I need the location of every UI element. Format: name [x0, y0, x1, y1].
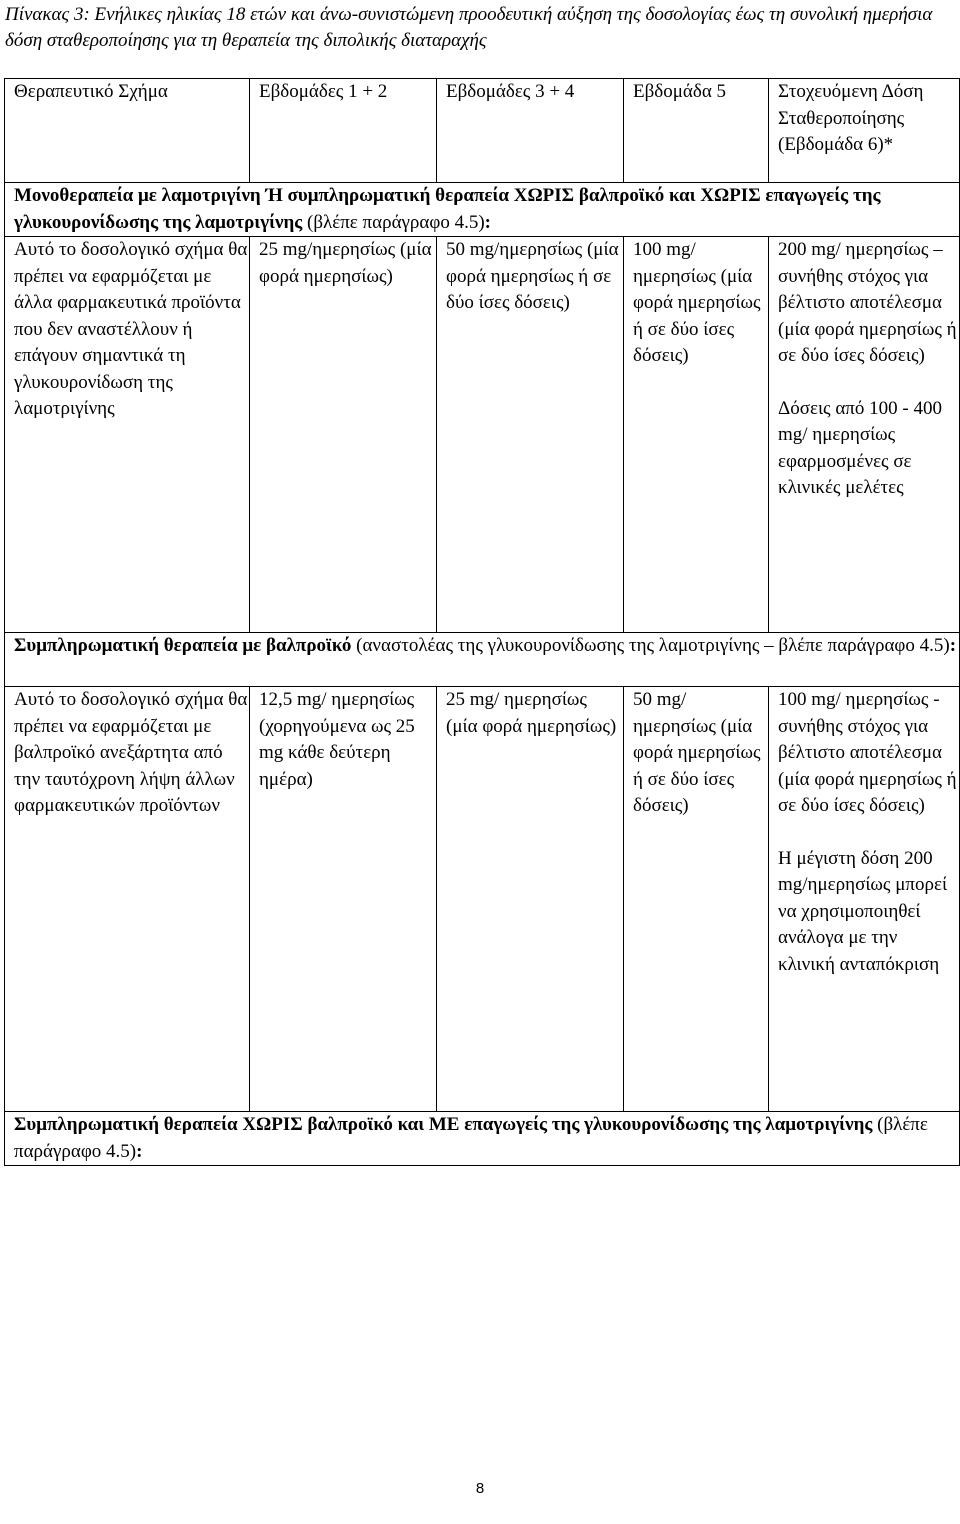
header-regimen: Θεραπευτικό Σχήμα: [5, 79, 250, 183]
header-weeks-3-4: Εβδομάδες 3 + 4: [437, 79, 624, 183]
dosage-row: [5, 687, 960, 1112]
target-dose: 100 mg/ ημερησίως - συνήθης στόχος για βέλτιστο αποτέλεσμα (μία φορά ημερησίως ή σε δύο ίσες δόσεις): [778, 689, 957, 816]
section-title-bold: Μονοθεραπεία με λαμοτριγίνη Ή συμπληρωματική θεραπεία ΧΩΡΙΣ βαλπροϊκό και ΧΩΡΙΣ επαγωγείς της γλυκουρονίδωσης της λαμοτριγίνης: [14, 185, 881, 233]
target-dose: 200 mg/ ημερησίως – συνήθης στόχος για βέλτιστο αποτέλεσμα (μία φορά ημερησίως ή σε δύο ίσες δόσεις): [778, 239, 957, 366]
spacer: [778, 370, 959, 396]
target-dose-note: Η μέγιστη δόση 200 mg/ημερησίως μπορεί να χρησιμοποιηθεί ανάλογα με την κλινική ανταπόκριση: [778, 847, 948, 975]
weeks-3-4-dose: 50 mg/ημερησίως (μία φορά ημερησίως ή σε δύο ίσες δόσεις): [437, 237, 624, 633]
table-header-row: [5, 79, 960, 183]
section-title-ref: (βλέπε παράγραφο 4.5): [14, 1114, 928, 1162]
header-weeks-1-2: Εβδομάδες 1 + 2: [250, 79, 437, 183]
weeks-1-2-dose: 25 mg/ημερησίως (μία φορά ημερησίως): [250, 237, 437, 633]
dosage-row: [5, 237, 960, 633]
section-title: [5, 633, 960, 687]
section-title-colon: :: [484, 211, 491, 233]
section-title-colon: :: [949, 635, 957, 656]
target-dose-cell: [769, 237, 960, 633]
section-title-bold: Συμπληρωματική θεραπεία με βαλπροϊκό: [14, 635, 352, 656]
dosage-table: [4, 78, 960, 1166]
spacer: [778, 820, 959, 846]
section-title-row: [5, 1112, 960, 1166]
regimen-cell: Αυτό το δοσολογικό σχήμα θα πρέπει να εφαρμόζεται με βαλπροϊκό ανεξάρτητα από την ταυτόχρονη λήψη άλλων φαρμακευτικών προϊόντων: [5, 687, 250, 1112]
section-title-row: [5, 183, 960, 237]
weeks-3-4-dose: 25 mg/ ημερησίως (μία φορά ημερησίως): [437, 687, 624, 1112]
regimen-cell: Αυτό το δοσολογικό σχήμα θα πρέπει να εφαρμόζεται με άλλα φαρμακευτικά προϊόντα που δεν αναστέλλουν ή επάγουν σημαντικά τη γλυκουρονίδωση της λαμοτριγίνης: [5, 237, 250, 633]
weeks-1-2-dose: 12,5 mg/ ημερησίως (χορηγούμενα ως 25 mg κάθε δεύτερη ημέρα): [250, 687, 437, 1112]
table-caption: Πίνακας 3: Ενήλικες ηλικίας 18 ετών και άνω-συνιστώμενη προοδευτική αύξηση της δοσολογίας έως τη συνολική ημερήσια δόση σταθεροποίησης για τη θεραπεία της διπολικής διαταραχής: [5, 4, 933, 51]
section-title-row: [5, 633, 960, 687]
header-week-5: Εβδομάδα 5: [624, 79, 769, 183]
section-title-colon: :: [136, 1140, 143, 1162]
section-title: [5, 1112, 960, 1166]
section-title-ref: (αναστολέας της γλυκουρονίδωσης της λαμοτριγίνης – βλέπε παράγραφο 4.5): [351, 635, 950, 656]
header-target-dose: Στοχευόμενη Δόση Σταθεροποίησης (Εβδομάδα 6)*: [769, 79, 960, 183]
target-dose-cell: [769, 687, 960, 1112]
week-5-dose: 50 mg/ ημερησίως (μία φορά ημερησίως ή σε δύο ίσες δόσεις): [624, 687, 769, 1112]
section-title: [5, 183, 960, 237]
page-number: 8: [475, 1480, 485, 1497]
section-title-ref: (βλέπε παράγραφο 4.5): [302, 211, 485, 233]
target-dose-note: Δόσεις από 100 - 400 mg/ ημερησίως εφαρμοσμένες σε κλινικές μελέτες: [778, 397, 942, 498]
week-5-dose: 100 mg/ ημερησίως (μία φορά ημερησίως ή σε δύο ίσες δόσεις): [624, 237, 769, 633]
section-title-bold: Συμπληρωματική θεραπεία ΧΩΡΙΣ βαλπροϊκό και ΜΕ επαγωγείς της γλυκουρονίδωσης της λαμοτριγίνης: [14, 1114, 873, 1135]
